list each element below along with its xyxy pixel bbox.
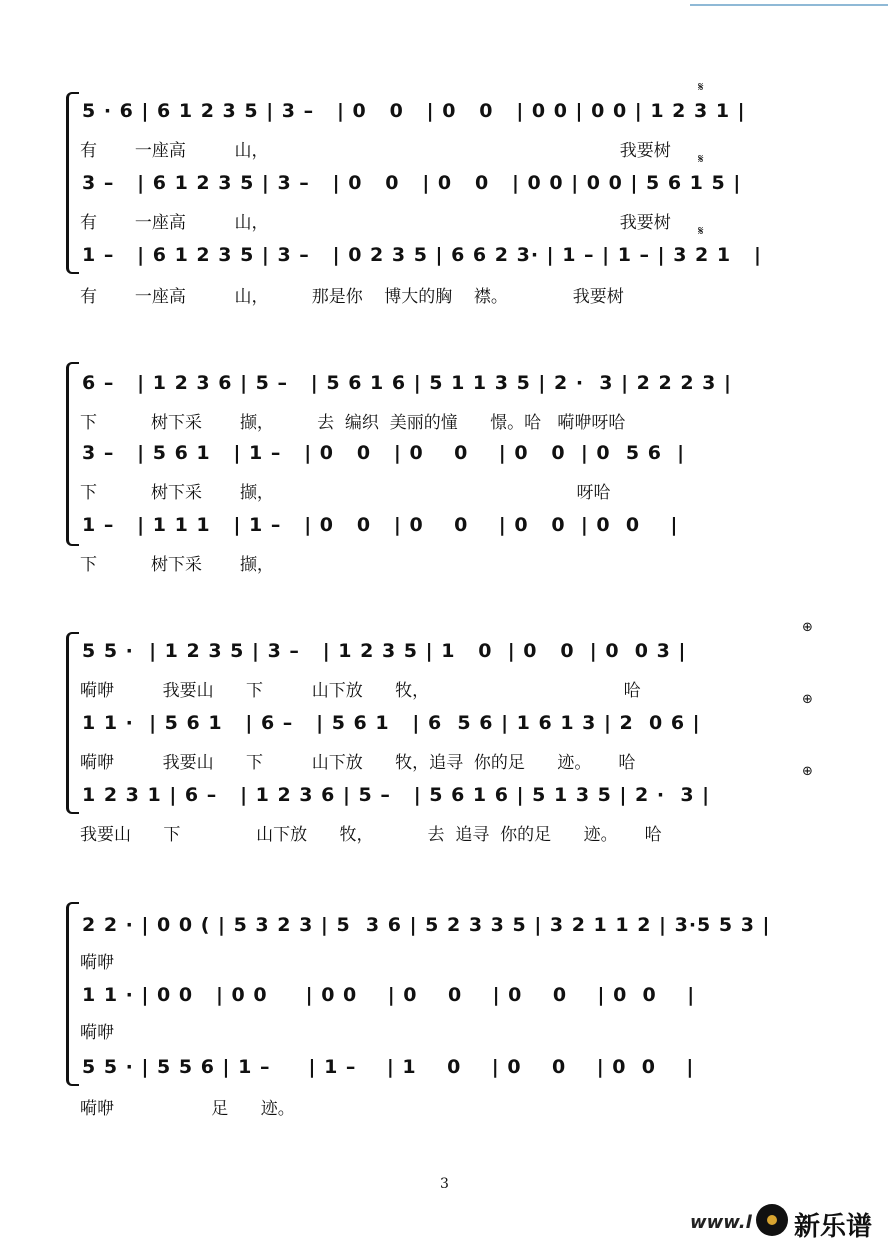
coda-mark: ⊕ <box>802 764 813 779</box>
top-accent-line <box>690 4 888 6</box>
lyric-row: 有 一座高 山， 我要树 <box>80 213 671 233</box>
segno-mark: 𝄋 <box>698 80 704 95</box>
notation-row: 1 1 · | 5 6 1 | 6 – | 5 6 1 | 6 5 6 | 1 6 1 3 | 2 0 6 | <box>82 712 701 734</box>
lyric-row: 下 树下采 撷， 呀哈 <box>80 483 611 503</box>
notation-row: 1 – | 6 1 2 3 5 | 3 – | 0 2 3 5 | 6 6 2 3· | 1 – | 1 – | 3 2 1 | <box>82 244 762 266</box>
lyric-row: 下 树下采 撷， 去 编织 美丽的憧 憬。哈 嗬咿呀哈 <box>80 413 626 433</box>
lyric-row: 嗬咿 我要山 下 山下放 牧，追寻 你的足 迹。 哈 <box>80 753 636 773</box>
notation-row: 5 5 · | 5 5 6 | 1 – | 1 – | 1 0 | 0 0 | 0 0 | <box>82 1056 695 1078</box>
lyric-row: 嗬咿 <box>80 1023 114 1043</box>
coda-mark: ⊕ <box>802 692 813 707</box>
lyric-row: 有 一座高 山， 那是你 博大的胸 襟。 我要树 <box>80 287 624 307</box>
page-number: 3 <box>440 1176 449 1192</box>
notation-row: 3 – | 6 1 2 3 5 | 3 – | 0 0 | 0 0 | 0 0 | 0 0 | 5 6 1 5 | <box>82 172 742 194</box>
notation-row: 1 – | 1 1 1 | 1 – | 0 0 | 0 0 | 0 0 | 0 0 | <box>82 514 679 536</box>
coda-mark: ⊕ <box>802 620 813 635</box>
watermark-url: www.l <box>690 1212 752 1233</box>
system-brace <box>66 632 79 814</box>
lyric-row: 嗬咿 <box>80 953 114 973</box>
system-brace <box>66 92 79 274</box>
notation-row: 1 2 3 1 | 6 – | 1 2 3 6 | 5 – | 5 6 1 6 | 5 1 3 5 | 2 · 3 | <box>82 784 711 806</box>
brand-name: 新乐谱 <box>794 1212 873 1242</box>
system-brace <box>66 362 79 546</box>
lyric-row: 嗬咿 我要山 下 山下放 牧， 哈 <box>80 681 641 701</box>
segno-mark: 𝄋 <box>698 224 704 239</box>
lyric-row: 下 树下采 撷， <box>80 555 274 575</box>
notation-row: 2 2 · | 0 0 ( | 5 3 2 3 | 5 3 6 | 5 2 3 3 5 | 3 2 1 1 2 | 3·5 5 3 | <box>82 914 771 936</box>
lyric-row: 有 一座高 山， 我要树 <box>80 141 671 161</box>
notation-row: 5 5 · | 1 2 3 5 | 3 – | 1 2 3 5 | 1 0 | 0 0 | 0 0 3 | <box>82 640 687 662</box>
notation-row: 3 – | 5 6 1 | 1 – | 0 0 | 0 0 | 0 0 | 0 5 6 | <box>82 442 686 464</box>
notation-row: 6 – | 1 2 3 6 | 5 – | 5 6 1 6 | 5 1 1 3 5 | 2 · 3 | 2 2 2 3 | <box>82 372 732 394</box>
notation-row: 5 · 6 | 6 1 2 3 5 | 3 – | 0 0 | 0 0 | 0 0 | 0 0 | 1 2 3 1 | <box>82 100 746 122</box>
record-logo-icon <box>756 1204 788 1236</box>
segno-mark: 𝄋 <box>698 152 704 167</box>
lyric-row: 嗬咿 足 迹。 <box>80 1099 295 1119</box>
lyric-row: 我要山 下 山下放 牧， 去 追寻 你的足 迹。 哈 <box>80 825 662 845</box>
notation-row: 1 1 · | 0 0 | 0 0 | 0 0 | 0 0 | 0 0 | 0 0 | <box>82 984 696 1006</box>
system-brace <box>66 902 79 1086</box>
